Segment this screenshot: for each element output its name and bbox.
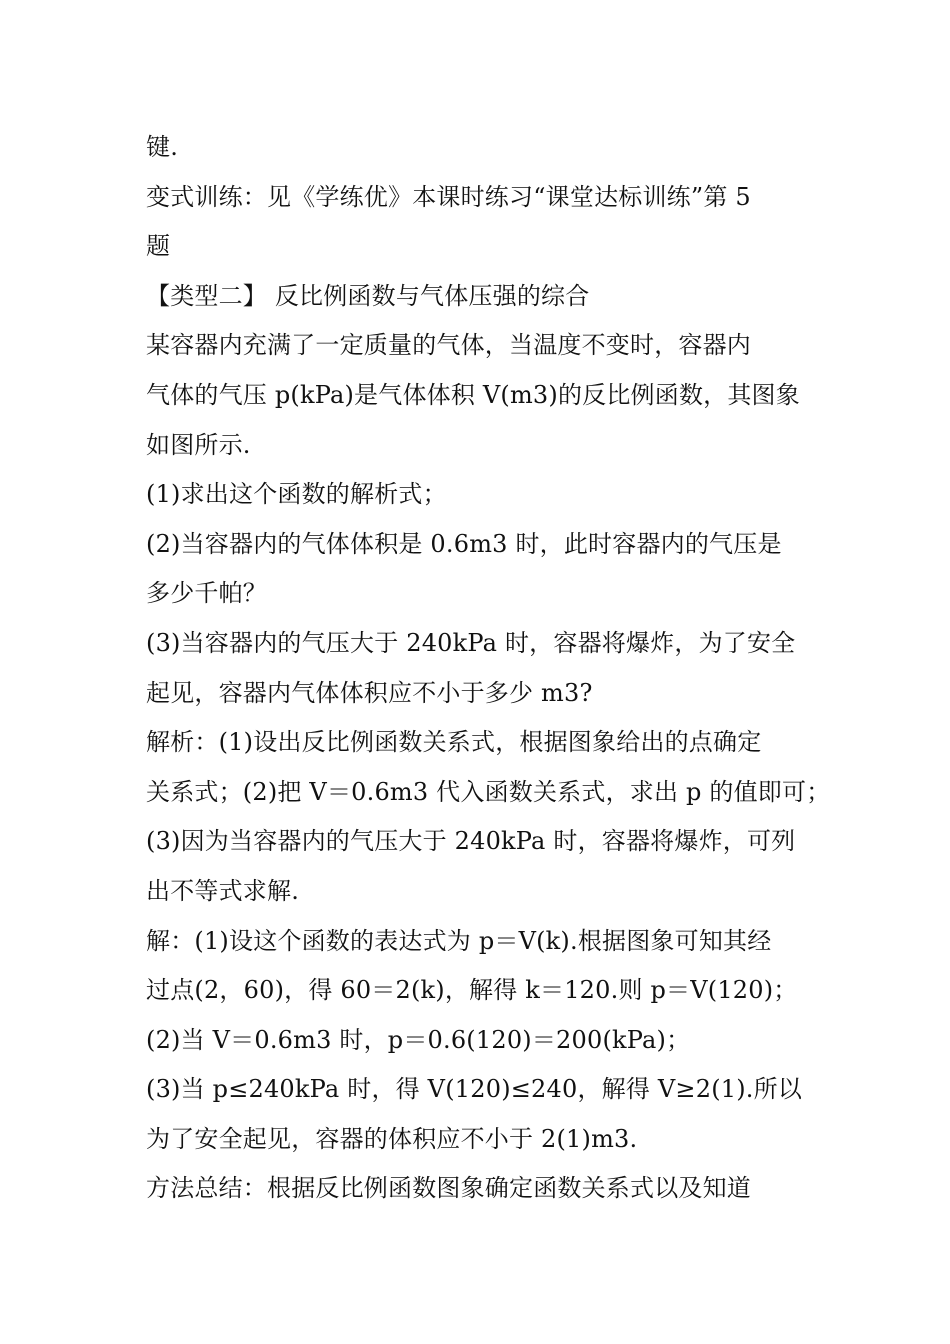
solution-line: 过点(2，60)，得 60＝2(k)，解得 k＝120.则 p＝V(120)； (146, 976, 798, 1005)
text-line: 多少千帕？ (146, 579, 267, 608)
section-heading: 【类型二】 反比例函数与气体压强的综合 (146, 281, 590, 310)
analysis-line: 解析：(1)设出反比例函数关系式，根据图象给出的点确定 (146, 728, 762, 757)
text-line: 键. (146, 133, 179, 161)
analysis-line: (3)因为当容器内的气压大于 240kPa 时，容器将爆炸，可列 (146, 827, 796, 856)
text-line: 气体的气压 p(kPa)是气体体积 V(m3)的反比例函数，其图象 (146, 380, 800, 409)
text-line: 如图所示. (146, 430, 251, 459)
question-item: (1)求出这个函数的解析式； (146, 480, 447, 509)
document-body (146, 123, 836, 1214)
text-line: 题 (146, 232, 171, 261)
question-item: (3)当容器内的气压大于 240kPa 时，容器将爆炸，为了安全 (146, 628, 796, 657)
text-line: 变式训练：见《学练优》本课时练习“课堂达标训练”第 5 (146, 182, 751, 211)
text-line: 某容器内充满了一定质量的气体，当温度不变时，容器内 (146, 331, 751, 360)
question-item: (2)当容器内的气体体积是 0.6m3 时，此时容器内的气压是 (146, 529, 782, 558)
text-line: 起见，容器内气体体积应不小于多少 m3? (146, 678, 593, 707)
solution-line: (2)当 V＝0.6m3 时，p＝0.6(120)＝200(kPa)； (146, 1025, 691, 1054)
analysis-line: 出不等式求解. (146, 876, 300, 905)
analysis-line: 关系式；(2)把 V＝0.6m3 代入函数关系式，求出 p 的值即可； (146, 777, 831, 806)
summary-line: 方法总结：根据反比例函数图象确定函数关系式以及知道 (146, 1174, 751, 1203)
solution-line: 为了安全起见，容器的体积应不小于 2(1)m3. (146, 1124, 638, 1153)
solution-line: (3)当 p≤240kPa 时，得 V(120)≤240，解得 V≥2(1).所以 (146, 1075, 803, 1104)
solution-line: 解：(1)设这个函数的表达式为 p＝V(k).根据图象可知其经 (146, 926, 772, 955)
